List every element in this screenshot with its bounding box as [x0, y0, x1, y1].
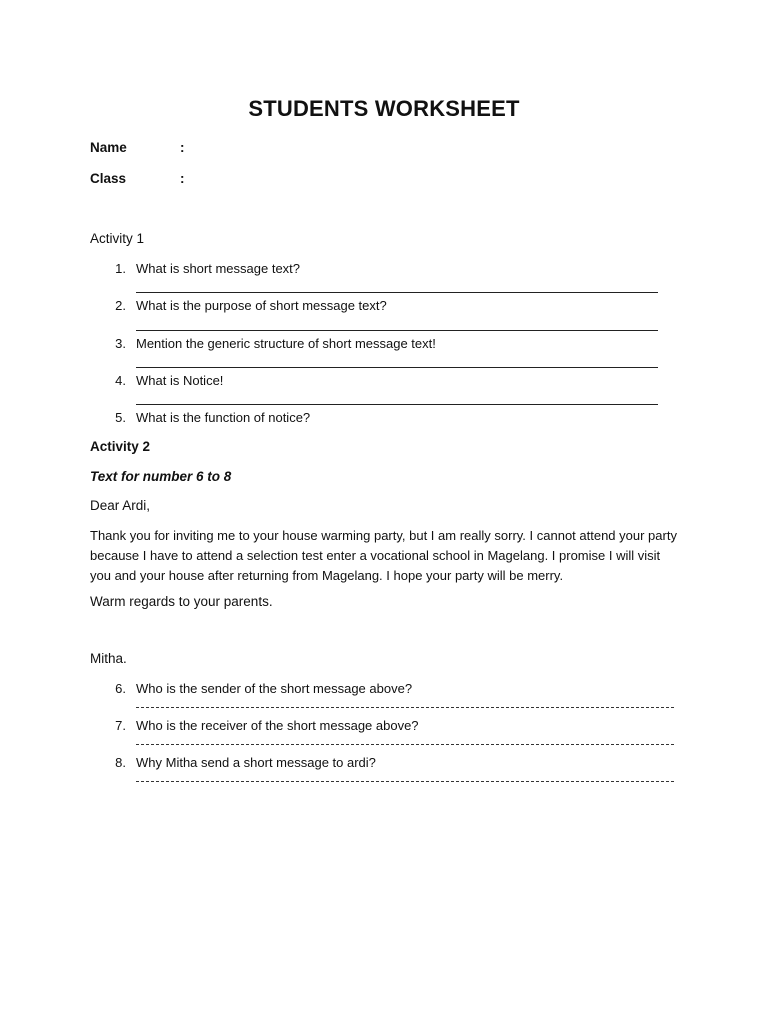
letter-signature: Mitha.: [90, 651, 127, 666]
answer-line-7: [136, 744, 674, 745]
answer-line-8: [136, 781, 674, 782]
class-field: [90, 171, 185, 186]
letter-body: Thank you for inviting me to your house warming party, but I am really sorry. I cannot attend your party because I have to attend a selection test enter a vocational school in Magelang. I promise I will visit you and your house after returning from Magelang. I hope your party will be merry.: [90, 528, 677, 583]
name-field: [90, 140, 185, 155]
text-reference-note: Text for number 6 to 8: [90, 469, 232, 484]
question-text: What is Notice!: [136, 373, 224, 388]
answer-line-1: [136, 292, 658, 293]
question-text: Why Mitha send a short message to ardi?: [136, 755, 376, 770]
activity-2-heading: Activity 2: [90, 439, 151, 454]
page-title: STUDENTS WORKSHEET: [248, 96, 520, 121]
answer-line-4: [136, 404, 658, 405]
activity-1-heading: Activity 1: [90, 231, 145, 246]
question-number: 4.: [115, 373, 126, 388]
question-text: Who is the sender of the short message above?: [136, 681, 413, 696]
question-number: 6.: [115, 681, 126, 696]
question-number: 1.: [115, 261, 126, 276]
answer-line-2: [136, 330, 658, 331]
question-number: 7.: [115, 718, 126, 733]
question-text: What is the function of notice?: [136, 410, 311, 425]
answer-line-3: [136, 367, 658, 368]
answer-line-6: [136, 707, 674, 708]
question-number: 5.: [115, 410, 126, 425]
letter-closing: Warm regards to your parents.: [90, 594, 273, 609]
question-text: What is short message text?: [136, 261, 301, 276]
question-number: 8.: [115, 755, 126, 770]
question-number: 2.: [115, 298, 126, 313]
class-colon: :: [180, 171, 185, 186]
name-label: Name: [90, 140, 127, 155]
name-colon: :: [180, 140, 185, 155]
class-label: Class: [90, 171, 127, 186]
question-text: Who is the receiver of the short message above?: [136, 718, 419, 733]
question-text: What is the purpose of short message text?: [136, 298, 387, 313]
letter-greeting: Dear Ardi,: [90, 498, 151, 513]
question-number: 3.: [115, 336, 126, 351]
question-text: Mention the generic structure of short message text!: [136, 336, 436, 351]
